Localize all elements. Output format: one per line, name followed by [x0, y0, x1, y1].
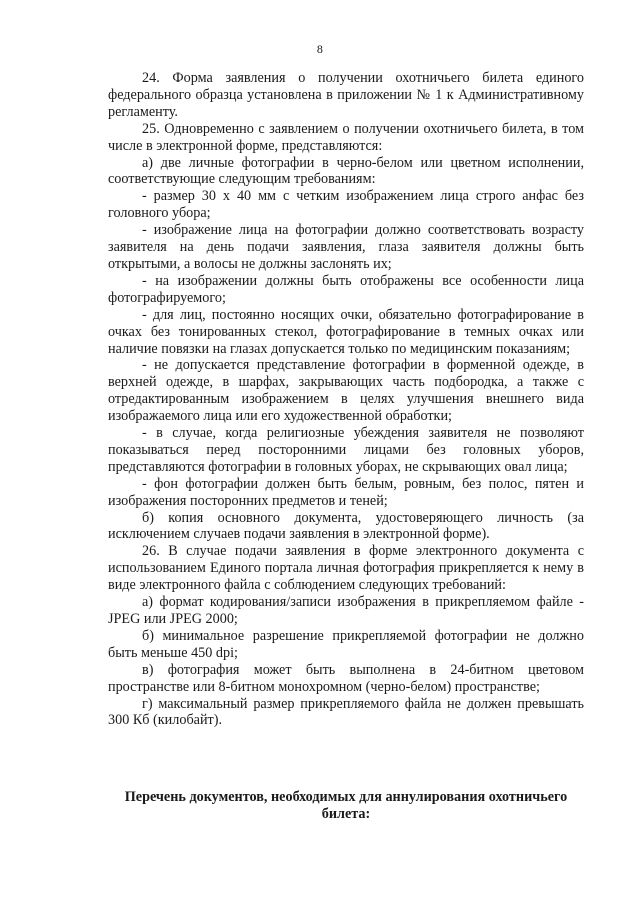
- requirement-age: - изображение лица на фотографии должно соответствовать возрасту заявителя на день подачи заявления, глаза заявителя должны быть открытыми, а волосы не должны заслонять их;: [108, 222, 584, 272]
- list-item-b-id-copy: б) копия основного документа, удостоверяющего личность (за исключением случаев подачи заявления в электронной форме).: [108, 509, 584, 543]
- requirement-size: - размер 30 х 40 мм с четким изображением лица строго анфас без головного убора;: [108, 188, 584, 222]
- requirement-glasses: - для лиц, постоянно носящих очки, обязательно фотографирование в очках без тонированных стекол, фотографирование в темных очках или наличие повязки на глазах допускается только по медицинским показаниям;: [108, 306, 584, 357]
- file-requirement-resolution: б) минимальное разрешение прикрепляемой фотографии не должно быть меньше 450 dpi;: [108, 627, 584, 661]
- file-requirement-color: в) фотография может быть выполнена в 24-битном цветовом пространстве или 8-битном монохромном (черно-белом) пространстве;: [108, 661, 584, 695]
- section-heading: Перечень документов, необходимых для аннулирования охотничьего билета:: [124, 789, 568, 822]
- page-number: 8: [316, 42, 324, 56]
- list-item-a-photos: а) две личные фотографии в черно-белом или цветном исполнении, соответствующие следующим требованиям:: [108, 154, 584, 188]
- paragraph-26: 26. В случае подачи заявления в форме электронного документа с использованием Единого портала личная фотография прикрепляется к нему в виде электронного файла с соблюдением следующих требований:: [108, 543, 584, 594]
- file-requirement-size: г) максимальный размер прикрепляемого файла не должен превышать 300 Кб (килобайт).: [108, 695, 584, 729]
- file-requirement-format: а) формат кодирования/записи изображения в прикрепляемом файле - JPEG или JPEG 2000;: [108, 594, 584, 627]
- paragraph-25: 25. Одновременно с заявлением о получении охотничьего билета, в том числе в электронной форме, представляются:: [108, 120, 584, 154]
- requirement-religious: - в случае, когда религиозные убеждения заявителя не позволяют показываться перед посторонними лицами без головных уборов, представляются фотографии в головных уборах, не скрывающих овал лица;: [108, 425, 584, 475]
- requirement-features: - на изображении должны быть отображены все особенности лица фотографируемого;: [108, 272, 584, 306]
- requirement-clothing: - не допускается представление фотографии в форменной одежде, в верхней одежде, в шарфах, закрывающих часть подбородка, а также с отредактированным изображением в целях улучшения внешнего вида изображаемого лица или его художественной обработки;: [108, 357, 584, 425]
- paragraph-24: 24. Форма заявления о получении охотничьего билета единого федерального образца установлена в приложении № 1 к Административному регламенту.: [108, 70, 584, 120]
- document-body: [108, 70, 584, 729]
- requirement-background: - фон фотографии должен быть белым, ровным, без полос, пятен и изображения посторонних предметов и теней;: [108, 475, 584, 509]
